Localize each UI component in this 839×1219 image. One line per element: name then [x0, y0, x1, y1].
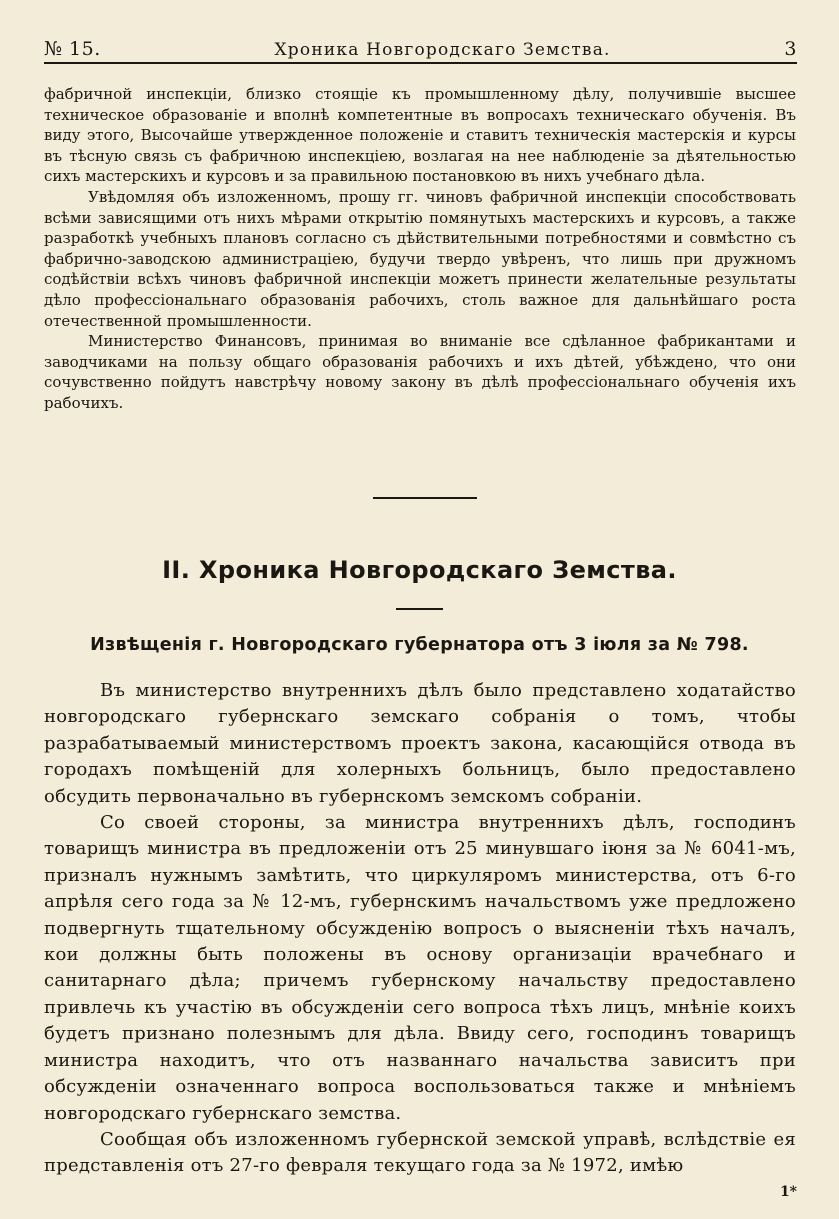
paragraph: Увѣдомляя объ изложенномъ, прошу гг. чиновъ фабричной инспекціи способствовать всѣми зависящими отъ нихъ мѣрами открытію помянутыхъ мастерскихъ и курсовъ, а также разработкѣ учебныхъ плановъ согласно съ дѣйствительными потребностями и совмѣстно съ фабрично-заводскою администраціею, будучи твердо увѣренъ, что лишь при дружномъ содѣйствіи всѣхъ чиновъ фабричной инспекціи можетъ принести желательные результаты дѣло профессіональнаго образованія рабочихъ, столь важное для дальнѣйшаго роста отечественной промышленности.: [44, 187, 796, 330]
paragraph: Со своей стороны, за министра внутреннихъ дѣлъ, господинъ товарищъ министра въ предложеніи отъ 25 минувшаго іюня за № 6041-мъ, призналъ нужнымъ замѣтить, что циркуляромъ министерства, отъ 6-го апрѣля сего года за № 12-мъ, губернскимъ начальствомъ уже предложено подвергнуть тщательному обсужденію вопросъ о выясненіи тѣхъ началъ, кои должны быть положены въ основу организаціи врачебнаго и санитарнаго дѣла; причемъ губернскому начальству предоставлено привлечь къ участію въ обсужденіи сего вопроса тѣхъ лицъ, мнѣніе коихъ будетъ признано полезнымъ для дѣла. Ввиду сего, господинъ товарищъ министра находитъ, что отъ названнаго начальства зависитъ при обсужденіи означеннаго вопроса воспользоваться также и мнѣніемъ новгородскаго губернскаго земства.: [44, 812, 796, 1124]
article-text-block: [44, 678, 796, 1180]
paragraph: Сообщая объ изложенномъ губернской земской управѣ, вслѣдствіе ея представленія отъ 27-го февраля текущаго года за № 1972, имѣю: [44, 1128, 796, 1177]
paragraph: фабричной инспекціи, близко стоящіе къ промышленному дѣлу, получившіе высшее техническое образованіе и вполнѣ компетентные въ вопросахъ техническаго обученія. Въ виду этого, Высочайше утвержденное положеніе и ставитъ техническія мастерскія и курсы въ тѣсную связь съ фабричною инспекціею, возлагая на нее наблюденіе за дѣятельностью сихъ мастерскихъ и курсовъ и за правильною постановкою въ нихъ учебнаго дѣла.: [44, 85, 796, 186]
paragraph: Въ министерство внутреннихъ дѣлъ было представлено ходатайство новгородскаго губернскаго земскаго собранія о томъ, чтобы разрабатываемый министерствомъ проектъ закона, касающійся отвода въ городахъ помѣщеній для холерныхъ больницъ, было предоставлено обсудить первоначально въ губернскомъ земскомъ собраніи.: [44, 680, 796, 807]
paragraph: Министерство Финансовъ, принимая во вниманіе все сдѣланное фабрикантами и заводчиками на пользу общаго образованія рабочихъ и ихъ дѣтей, убѣждено, что они сочувственно пойдутъ навстрѣчу новому закону въ дѣлѣ профессіональнаго обученія ихъ рабочихъ.: [44, 332, 796, 412]
header-rule: [44, 62, 797, 64]
issue-number: № 15.: [44, 38, 101, 60]
signature-mark: 1*: [779, 1184, 797, 1200]
running-header: [44, 30, 797, 60]
section-divider: [373, 497, 477, 499]
running-title: Хроника Новгородскаго Земства.: [274, 40, 611, 60]
section-heading: II. Хроника Новгородскаго Земства.: [162, 556, 677, 584]
page-number: 3: [784, 38, 797, 60]
continued-text-block: [44, 84, 796, 414]
article-heading: Извѣщенія г. Новгородскаго губернатора отъ 3 іюля за № 798.: [90, 635, 749, 655]
heading-rule: [396, 608, 443, 610]
